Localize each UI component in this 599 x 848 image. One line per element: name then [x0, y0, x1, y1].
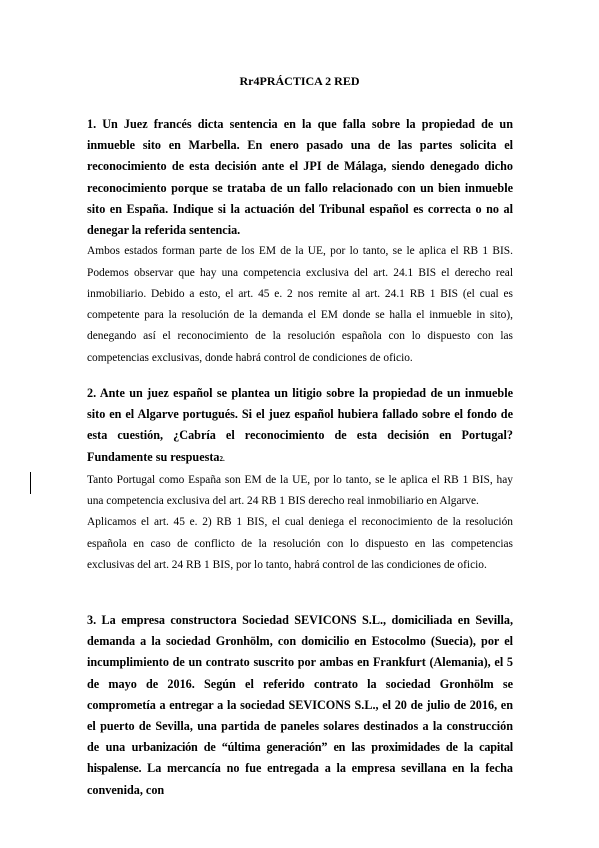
question-3-part-1: 3. La empresa constructora Sociedad SEVICONS S.L., domiciliada en Sevilla, demanda a la sociedad Gronhölm, con domicilio en Estocolmo (Suecia), por el incumplimiento de un contrato suscrito por ambas en Frankfurt (Alemania), el 5 de mayo de 2016. Según el referido contrato la sociedad Gronhölm se comprometía a entregar a la sociedad SEVICONS S.L., el 20 de julio de 2016, en el puerto de Sevilla, una partida de paneles solares destinados a la construcción de una — [87, 613, 513, 755]
answer-2-paragraph-1: Tanto Portugal como España son EM de la UE, por lo tanto, se le aplica el RB 1 BIS, hay una competencia exclusiva del art. 24 RB 1 BIS derecho real inmobiliario en Algarve. — [87, 473, 513, 508]
answer-2-paragraph-2: Aplicamos el art. 45 e. 2) RB 1 BIS, el cual deniega el reconocimiento de la resolución española en caso de conflicto de la resolución con lo dispuesto en las competencias exclusivas del art. 24 RB 1 BIS, por lo tanto, habrá control de las condiciones de oficio. — [87, 516, 513, 571]
question-2-block — [87, 383, 513, 576]
question-2-body: 2. Ante un juez español se plantea un litigio sobre la propiedad de un inmueble sito en el Algarve portugués. Si el juez español hubiera fallado sobre el fondo de esta cuestión, ¿Cabría el reconocimiento de esta decisión en Portugal? Fundamente su respuesta — [87, 386, 513, 464]
question-1-text: 1. Un Juez francés dicta sentencia en la que falla sobre la propiedad de un inmueble sito en Marbella. En enero pasado una de las partes solicita el reconocimiento de esta decisión ante el JPI de Málaga, siendo denegado dicho reconocimiento porque se trataba de un fallo relacionado con un bien inmueble sito en España. Indique si la actuación del Tribunal español es correcta o no al denegar la referida sentencia. — [87, 117, 513, 238]
question-2-text — [87, 383, 513, 470]
question-3-part-3: La mercancía no fue entregada a la empresa sevillana en la fecha convenida, con — [87, 761, 513, 797]
answer-1-text: Ambos estados forman parte de los EM de la UE, por lo tanto, se le aplica el RB 1 BIS. Podemos observar que hay una competencia exclusiva del art. 24.1 BIS el derecho real inmobiliario. Debido a esto, el art. 45 e. 2 nos remite al art. 24.1 RB 1 BIS (el cual es competente para la resolución de la demanda el EM donde se halla el inmueble in sito), denegando así el reconocimiento de la resolución española con lo dispuesto con las competencias exclusivas, donde habrá control de condiciones de oficio. — [87, 245, 513, 364]
text-cursor — [30, 472, 31, 494]
question-2-mark: 2. — [219, 454, 225, 463]
page-title: Rr4PRÁCTICA 2 RED — [239, 74, 360, 88]
question-3-part-2: urbanización de “última generación” en las proximidades de la capital hispalense. — [87, 740, 513, 776]
question-1-block — [87, 114, 513, 369]
question-3-text — [87, 610, 513, 801]
question-3-block — [87, 610, 513, 801]
